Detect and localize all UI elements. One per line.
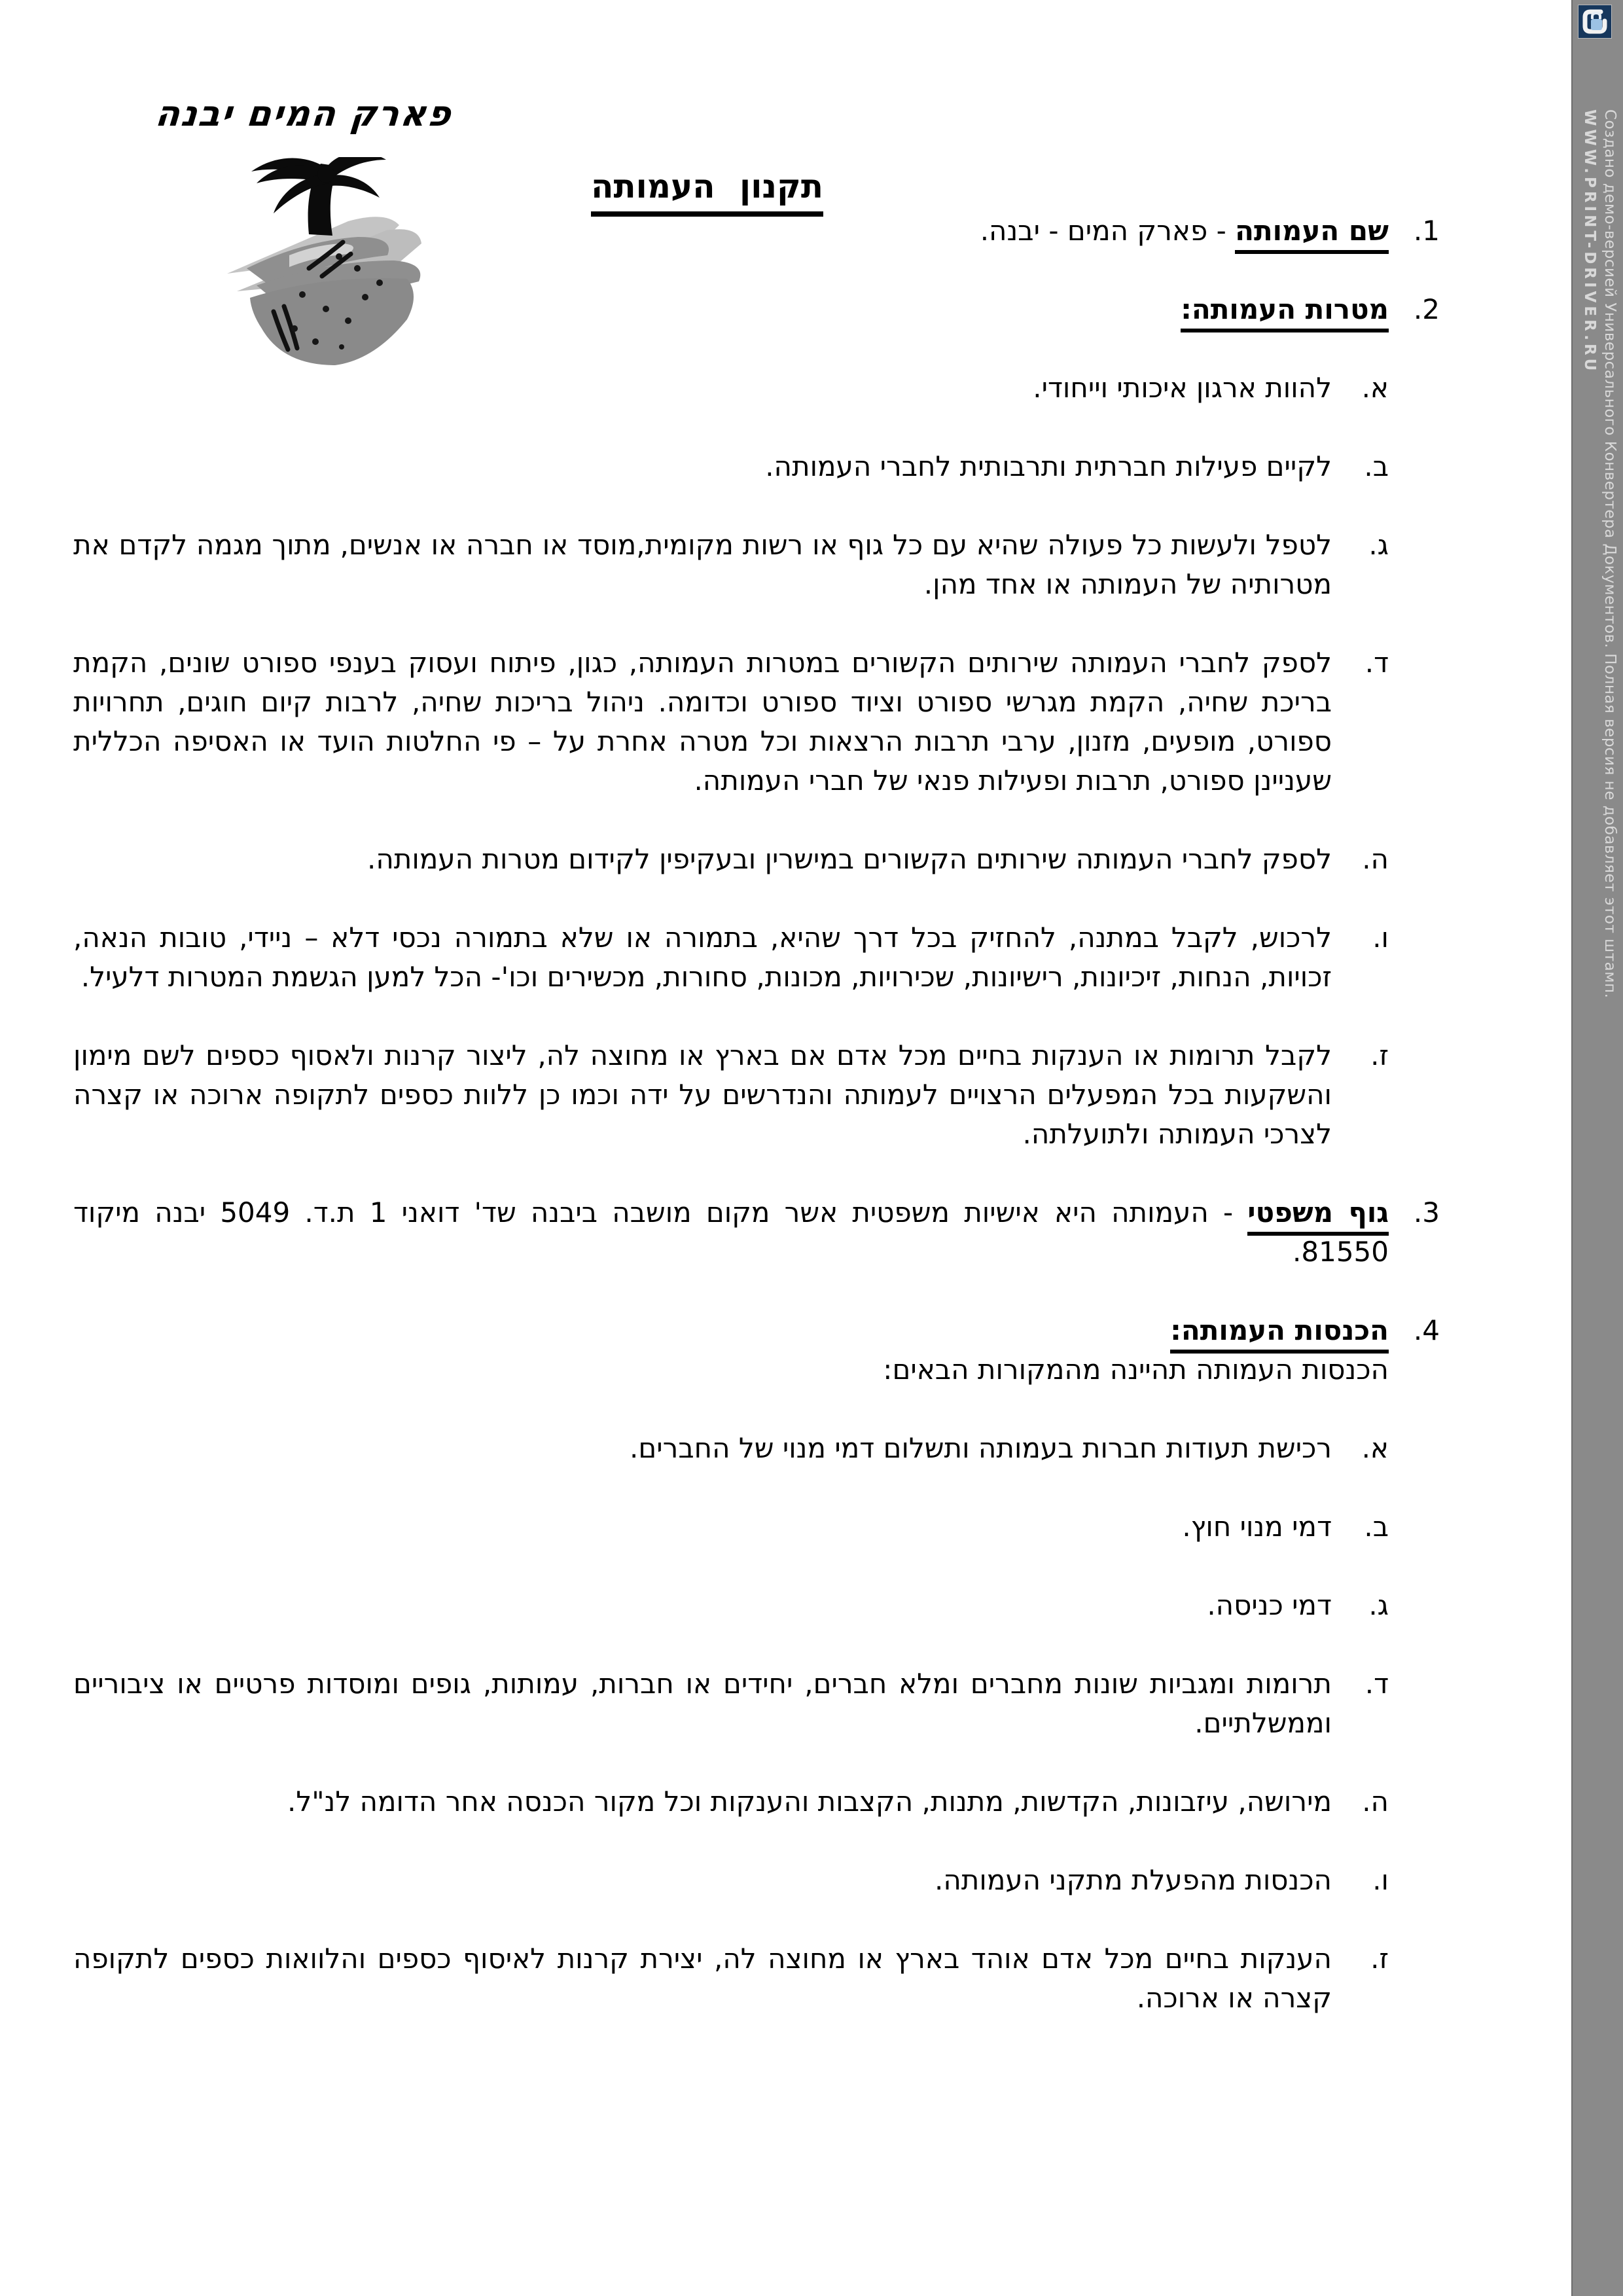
- section-number: 1.: [1413, 215, 1440, 247]
- sub-item-text: רכישת תעודות חברות בעמותה ותשלום דמי מנוי של החברים.: [630, 1432, 1332, 1464]
- section-item: [73, 1311, 1440, 2018]
- sub-item: [73, 1036, 1389, 1154]
- section-title: הכנסות העמותה:: [1170, 1314, 1389, 1354]
- sub-item-text: לרכוש, לקבל במתנה, להחזיק בכל דרך שהיא, בתמורה או שלא בתמורה נכסי דלא – ניידי, טובות הנאה, זכויות, הנחות, זיכיונות, רישיונות, שכירויות, מכונות, סחורות, מכשירים וכו'- הכל למען הגשמת המטרות דלעיל.: [73, 922, 1332, 993]
- watermark-message: Создано демо-версией Универсального Конвертера Документов. Полная версия не добавляет этот штамп.: [1601, 109, 1618, 999]
- sub-item-marker: ד.: [1364, 1668, 1389, 1700]
- sub-item-marker: ה.: [1362, 843, 1389, 875]
- section-item: [73, 211, 1440, 251]
- page-title: [591, 168, 823, 206]
- section-number: 3.: [1413, 1196, 1440, 1229]
- sub-item-marker: ג.: [1368, 529, 1389, 561]
- sub-item: [73, 643, 1389, 800]
- section-text: - פארק המים - יבנה.: [980, 215, 1236, 247]
- sub-item-marker: ז.: [1370, 1039, 1389, 1071]
- sub-item-text: לספק לחברי העמותה שירותים הקשורים במטרות העמותה, כגון, פיתוח ועסוק בענפי ספורט שונים, הקמת בריכת שחיה, הקמת מגרשי ספורט וציוד ספורט וכדומה. ניהול בריכות שחיה, לרבות קיום חוגים, תחרויות ספורט, מופעים, מזנון, ערבי תרבות הרצאות וכל מטרה אחרת על – פי החלטות הועד או האסיפה הכללית שעניינן ספורט, תרבות ופעילות פנאי של חברי העמותה.: [73, 647, 1332, 797]
- watermark-sidebar: [1571, 0, 1623, 2296]
- sub-item-text: לטפל ולעשות כל פעולה שהיא עם כל גוף או רשות מקומית,מוסד או חברה או אנשים, מתוך מגמה לקדם את מטרותיה של העמותה או אחד מהן.: [73, 529, 1332, 600]
- sub-item: [73, 1429, 1389, 1468]
- sub-item-marker: ו.: [1372, 922, 1389, 954]
- sub-item-text: דמי כניסה.: [1207, 1589, 1332, 1621]
- section-content: [73, 211, 1389, 251]
- sub-item: [73, 1664, 1389, 1743]
- sub-item-marker: א.: [1361, 1432, 1389, 1464]
- sub-item-marker: ב.: [1364, 450, 1389, 482]
- sub-item-marker: ב.: [1364, 1511, 1389, 1543]
- sub-item: [73, 1861, 1389, 1900]
- section-content: [73, 1193, 1389, 1272]
- section-lead: [73, 211, 1389, 251]
- section-lead: [73, 1311, 1389, 1350]
- section-text: - העמותה היא אישיות משפטית אשר מקום מושבה ביבנה שד' דואני 1 ת.ד. 5049 יבנה מיקוד 81550.: [73, 1196, 1389, 1268]
- sub-item-marker: ג.: [1368, 1589, 1389, 1621]
- sub-item-text: מירושה, עיזבונות, הקדשות, מתנות, הקצבות והענקות וכל מקור הכנסה אחר הדומה לנ"ל.: [287, 1785, 1332, 1818]
- sub-item: [73, 1939, 1389, 2018]
- udc-logo-icon: [1578, 5, 1611, 38]
- sub-item-text: הכנסות מהפעלת מתקני העמותה.: [934, 1864, 1332, 1896]
- sub-item-text: דמי מנוי חוץ.: [1182, 1511, 1332, 1543]
- sub-item: [73, 1782, 1389, 1821]
- section-content: [73, 290, 1389, 1154]
- section-title: מטרות העמותה:: [1181, 293, 1389, 332]
- sub-item-text: לקבל תרומות או הענקות בחיים מכל אדם אם בארץ או מחוצה לה, ליצור קרנות ולאסוף כספים לשם מימון והשקעות בכל המפעלים הרצויים לעמותה והנדרשים על ידה וכמו כן ללוות כספים לתקופה ארוכה או קצרה לצרכי העמותה ולתועלתה.: [73, 1039, 1332, 1150]
- page-title-text: תקנון העמותה: [591, 168, 823, 217]
- sub-item: [73, 1586, 1389, 1625]
- sub-item-marker: ה.: [1362, 1785, 1389, 1818]
- sub-item-marker: ד.: [1364, 647, 1389, 679]
- sub-item-text: הענקות בחיים מכל אדם אוהד בארץ או מחוצה לה, יצירת קרנות לאיסוף כספים והלוואות כספים לתקופה קצרה או ארוכה.: [73, 1943, 1332, 2014]
- watermark-url: WWW.PRINT-DRIVER.RU: [1581, 109, 1598, 374]
- sub-item: [73, 526, 1389, 604]
- section-title: גוף משפטי: [1247, 1196, 1389, 1236]
- sub-item-text: להוות ארגון איכותי וייחודי.: [1033, 372, 1332, 404]
- section-content: [73, 1311, 1389, 2018]
- section-title: שם העמותה: [1235, 215, 1389, 254]
- section-item: [73, 1193, 1440, 1272]
- sub-item-marker: ו.: [1372, 1864, 1389, 1896]
- section-intro: הכנסות העמותה תהיינה מהמקורות הבאים:: [883, 1354, 1389, 1386]
- section-lead: [73, 290, 1389, 329]
- section-item: [73, 290, 1440, 1154]
- watermark-text-block: [1579, 109, 1620, 998]
- sub-item-text: תרומות ומגביות שונות מחברים ומלא חברים, יחידים או חברות, עמותות, גופים ומוסדות פרטיים או ציבוריים וממשלתיים.: [73, 1668, 1332, 1739]
- sub-item-marker: ז.: [1370, 1943, 1389, 1975]
- section-number: 4.: [1413, 1314, 1440, 1346]
- section-lead: [73, 1193, 1389, 1272]
- handwritten-org-name: פארק המים יבנה: [153, 93, 455, 134]
- sub-item-text: לספק לחברי העמותה שירותים הקשורים במישרין ובעקיפין לקידום מטרות העמותה.: [367, 843, 1332, 875]
- sub-item: [73, 1507, 1389, 1547]
- sub-item: [73, 840, 1389, 879]
- section-number: 2.: [1413, 293, 1440, 325]
- sub-item-text: לקיים פעילות חברתית ותרבותית לחברי העמותה.: [765, 450, 1332, 482]
- sub-item: [73, 368, 1389, 408]
- sub-item: [73, 447, 1389, 486]
- sub-item-marker: א.: [1361, 372, 1389, 404]
- bylaws-body: [73, 211, 1440, 2018]
- sub-item: [73, 918, 1389, 997]
